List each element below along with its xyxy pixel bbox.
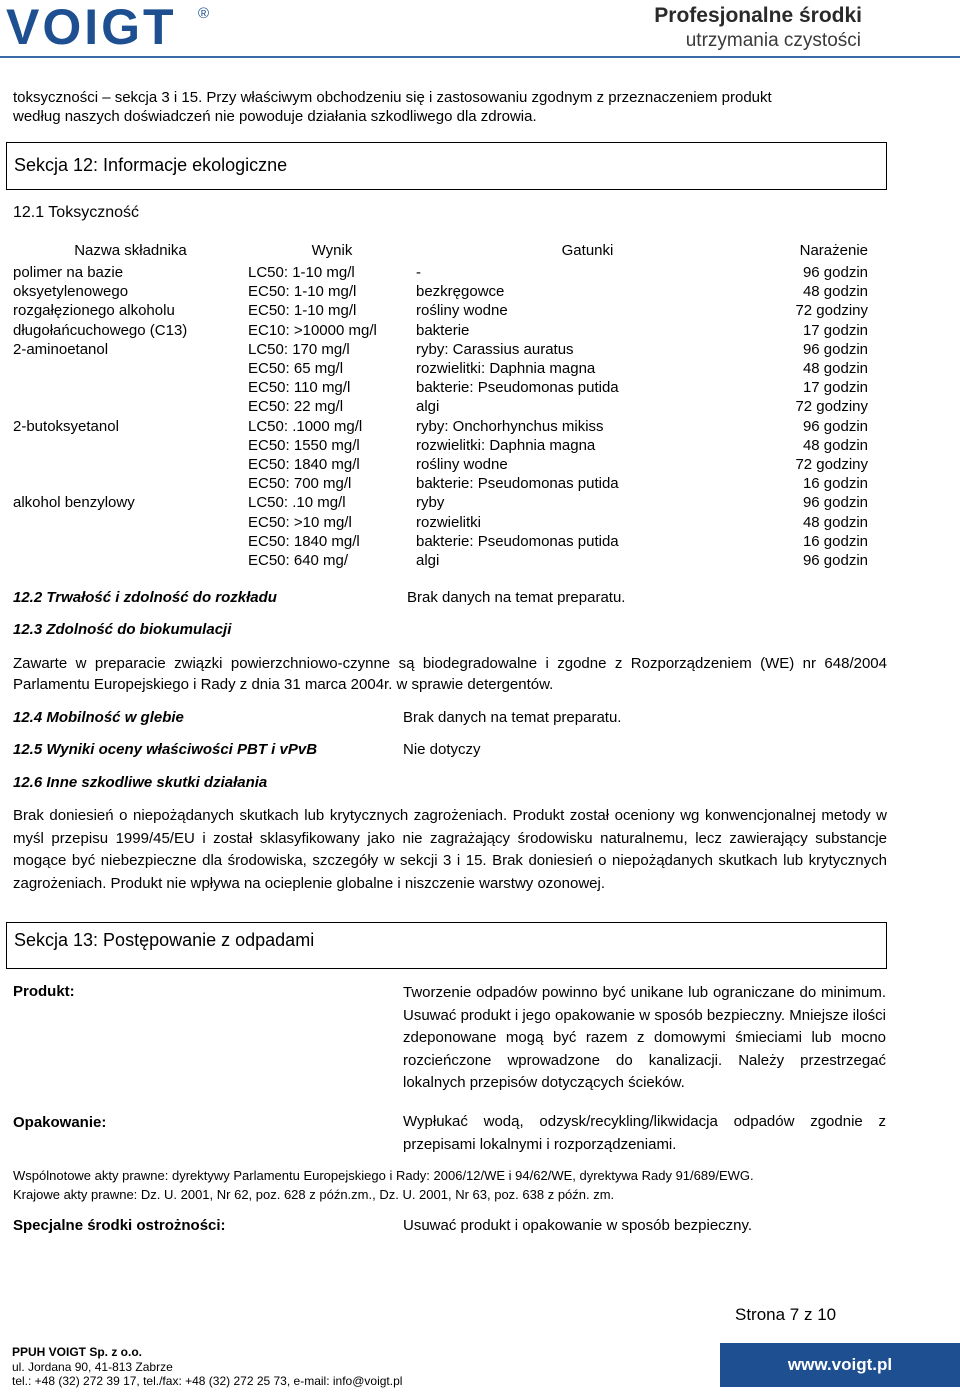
header-divider (0, 56, 960, 58)
special-precautions-text: Usuwać produkt i opakowanie w sposób bezpieczny. (403, 1217, 753, 1234)
cell-result (248, 263, 416, 340)
cell-species-line: bakterie: Pseudomonas putida (416, 475, 619, 493)
cell-species-line: rośliny wodne (416, 302, 508, 320)
cell-exposure (759, 340, 868, 417)
cell-exposure-line: 17 godzin (802, 379, 868, 397)
table-row (13, 493, 868, 570)
company-logo: VOIGT (6, 0, 177, 55)
subsection-12-5-value: Nie dotyczy (403, 741, 481, 758)
cell-name (13, 493, 248, 570)
cell-result-line: EC50: 1840 mg/l (248, 456, 360, 474)
packaging-disposal-text: Wypłukać wodą, odzysk/recykling/likwidacja odpadów zgodnie z przepisami lokalnymi i rozporządzeniami. (403, 1113, 886, 1153)
cell-result-line: EC50: 1-10 mg/l (248, 283, 357, 301)
cell-result-line: EC50: 1-10 mg/l (248, 302, 357, 320)
cell-exposure-line: 72 godziny (795, 302, 868, 320)
subsection-12-1-title: 12.1 Toksyczność (13, 204, 139, 221)
cell-result-line: EC50: 1550 mg/l (248, 436, 360, 454)
col-header-name: Nazwa składnika (74, 242, 187, 259)
product-disposal-text: Tworzenie odpadów powinno być unikane lub ograniczane do minimum. Usuwać produkt i jego opakowanie w sposób bezpieczny. Mniejsze ilości zdeponowane mogą być razem z domowymi śmieciami lub mocno rozcieńczone wprowadzone do kanalizacji. Należy przestrzegać lokalnych przepisów dotyczących ścieków. (403, 984, 886, 1091)
intro-line-1: toksyczności – sekcja 3 i 15. Przy właściwym obchodzeniu się i zastosowaniu zgodnym z przeznaczeniem produkt (13, 89, 772, 106)
cell-exposure-line: 48 godzin (802, 513, 868, 531)
cell-exposure-line: 48 godzin (802, 436, 868, 454)
cell-name-line: 2-butoksyetanol (13, 417, 119, 435)
cell-exposure-line: 72 godziny (795, 456, 868, 474)
table-row (13, 340, 868, 417)
cell-species-line: ryby: Onchorhynchus mikiss (416, 417, 604, 435)
section-12-title: Sekcja 12: Informacje ekologiczne (14, 155, 288, 175)
section-13-heading (6, 922, 887, 969)
table-row (13, 417, 868, 494)
cell-result (248, 493, 416, 570)
cell-result-line: EC50: 22 mg/l (248, 398, 344, 416)
footer-contact: tel.: +48 (32) 272 39 17, tel./fax: +48 (32) 272 25 73, e-mail: info@voigt.pl (12, 1374, 403, 1388)
cell-result-line: LC50: 1-10 mg/l (248, 264, 355, 281)
toxicity-table (13, 241, 868, 570)
cell-exposure-line: 16 godzin (802, 532, 868, 550)
eu-legal-acts: Wspólnotowe akty prawne: dyrektywy Parlamentu Europejskiego i Rady: 2006/12/WE i 94/62/WE, dyrektywa Rady 91/689/EWG. (13, 1168, 754, 1183)
cell-species-line: rośliny wodne (416, 456, 508, 474)
cell-species-line: bakterie: Pseudomonas putida (416, 532, 619, 550)
cell-name-line: 2-aminoetanol (13, 340, 109, 358)
cell-name-line: oksyetylenowego (13, 283, 129, 301)
table-row (13, 263, 868, 340)
product-label: Produkt: (13, 983, 75, 1000)
cell-exposure-line: 17 godzin (802, 321, 868, 339)
cell-name-line: rozgałęzionego alkoholu (13, 302, 175, 320)
subsection-12-3-title: 12.3 Zdolność do biokumulacji (13, 621, 232, 638)
footer-website[interactable]: www.voigt.pl (720, 1343, 960, 1387)
registered-mark: ® (198, 5, 210, 22)
cell-species-line: bakterie: Pseudomonas putida (416, 379, 619, 397)
cell-exposure-line: 72 godziny (795, 398, 868, 416)
cell-name-line: alkohol benzylowy (13, 494, 135, 512)
cell-exposure-line: 96 godzin (802, 264, 868, 281)
special-precautions-label: Specjalne środki ostrożności: (13, 1217, 226, 1234)
cell-species-line: algi (416, 398, 440, 416)
cell-species-line: ryby: Carassius auratus (416, 340, 574, 358)
national-legal-acts: Krajowe akty prawne: Dz. U. 2001, Nr 62, poz. 628 z późn.zm., Dz. U. 2001, Nr 63, poz. 638 z późn. zm. (13, 1187, 615, 1202)
cell-species-line: rozwielitki: Daphnia magna (416, 360, 596, 378)
subsection-12-4-title: 12.4 Mobilność w glebie (13, 709, 184, 726)
cell-exposure (759, 417, 868, 494)
cell-species-line: - (416, 264, 421, 281)
subsection-12-2-value: Brak danych na temat preparatu. (407, 589, 626, 606)
subsection-12-5-title: 12.5 Wyniki oceny właściwości PBT i vPvB (13, 741, 318, 758)
subsection-12-3-text: Zawarte w preparacie związki powierzchniowo-czynne są biodegradowalne i zgodne z Rozporządzeniem (WE) nr 648/2004 Parlamentu Europejskiego i Rady z dnia 31 marca 2004r. w sprawie detergentów. (13, 655, 887, 693)
cell-exposure-line: 16 godzin (802, 475, 868, 493)
cell-exposure-line: 48 godzin (802, 360, 868, 378)
cell-result-line: EC50: 700 mg/l (248, 475, 352, 493)
cell-name-line: polimer na bazie (13, 264, 124, 281)
cell-result-line: EC50: 65 mg/l (248, 360, 344, 378)
cell-species-line: algi (416, 552, 440, 570)
cell-result (248, 417, 416, 494)
cell-result-line: EC50: >10 mg/l (248, 513, 352, 531)
col-header-exposure: Narażenie (799, 242, 868, 259)
header-tagline-1: Profesjonalne środki (654, 4, 862, 27)
cell-species-line: ryby (416, 494, 445, 512)
cell-name (13, 263, 248, 340)
subsection-12-4-value: Brak danych na temat preparatu. (403, 709, 622, 726)
cell-exposure (759, 263, 868, 340)
cell-species (416, 493, 759, 570)
cell-name-line: długołańcuchowego (C13) (13, 321, 188, 339)
cell-species-line: bakterie (416, 321, 470, 339)
cell-name (13, 417, 248, 494)
cell-exposure (759, 493, 868, 570)
table-header-row (13, 241, 868, 263)
cell-species-line: rozwielitki (416, 513, 482, 531)
cell-result-line: LC50: .10 mg/l (248, 494, 346, 512)
page-number: Strona 7 z 10 (735, 1305, 837, 1324)
cell-species-line: rozwielitki: Daphnia magna (416, 436, 596, 454)
cell-species-line: bezkręgowce (416, 283, 505, 301)
cell-name (13, 340, 248, 417)
header-tagline-2: utrzymania czystości (685, 30, 861, 51)
subsection-12-2-title: 12.2 Trwałość i zdolność do rozkładu (13, 589, 277, 606)
section-13-title: Sekcja 13: Postępowanie z odpadami (14, 930, 315, 950)
cell-exposure-line: 96 godzin (802, 340, 868, 358)
cell-result (248, 340, 416, 417)
col-header-result: Wynik (311, 242, 353, 259)
cell-result-line: LC50: .1000 mg/l (248, 417, 363, 435)
cell-result-line: EC50: 110 mg/l (248, 379, 351, 397)
cell-exposure-line: 96 godzin (802, 494, 868, 512)
subsection-12-6-title: 12.6 Inne szkodliwe skutki działania (13, 774, 268, 791)
section-12-heading (6, 142, 887, 190)
packaging-label: Opakowanie: (13, 1114, 107, 1131)
cell-exposure-line: 96 godzin (802, 417, 868, 435)
subsection-12-6-text: Brak doniesień o niepożądanych skutkach lub krytycznych zagrożeniach. Produkt został oceniony wg konwencjonalnej metody w myśl przepisu 1999/45/EU i został sklasyfikowany jako nie zagrażający środowisku naturalnemu, lecz zawierający substancje mogące być niebezpieczne dla środowiska, szczegóły w sekcji 3 i 15. Brak doniesień o niepożądanych skutkach lub krytycznych zagrożeniach. Produkt nie wpływa na ocieplenie globalne i niszczenie warstwy ozonowej. (13, 807, 887, 892)
footer-company: PPUH VOIGT Sp. z o.o. (12, 1345, 143, 1359)
cell-species (416, 417, 759, 494)
cell-result-line: EC50: 1840 mg/l (248, 532, 360, 550)
cell-exposure-line: 96 godzin (802, 552, 868, 570)
cell-result-line: EC10: >10000 mg/l (248, 321, 377, 339)
cell-species (416, 340, 759, 417)
cell-species (416, 263, 759, 340)
intro-line-2: według naszych doświadczeń nie powoduje działania szkodliwego dla zdrowia. (13, 108, 537, 125)
footer-address: ul. Jordana 90, 41-813 Zabrze (12, 1360, 173, 1374)
cell-result-line: LC50: 170 mg/l (248, 340, 350, 358)
cell-result-line: EC50: 640 mg/ (248, 552, 349, 570)
col-header-species: Gatunki (561, 242, 614, 259)
cell-exposure-line: 48 godzin (802, 283, 868, 301)
